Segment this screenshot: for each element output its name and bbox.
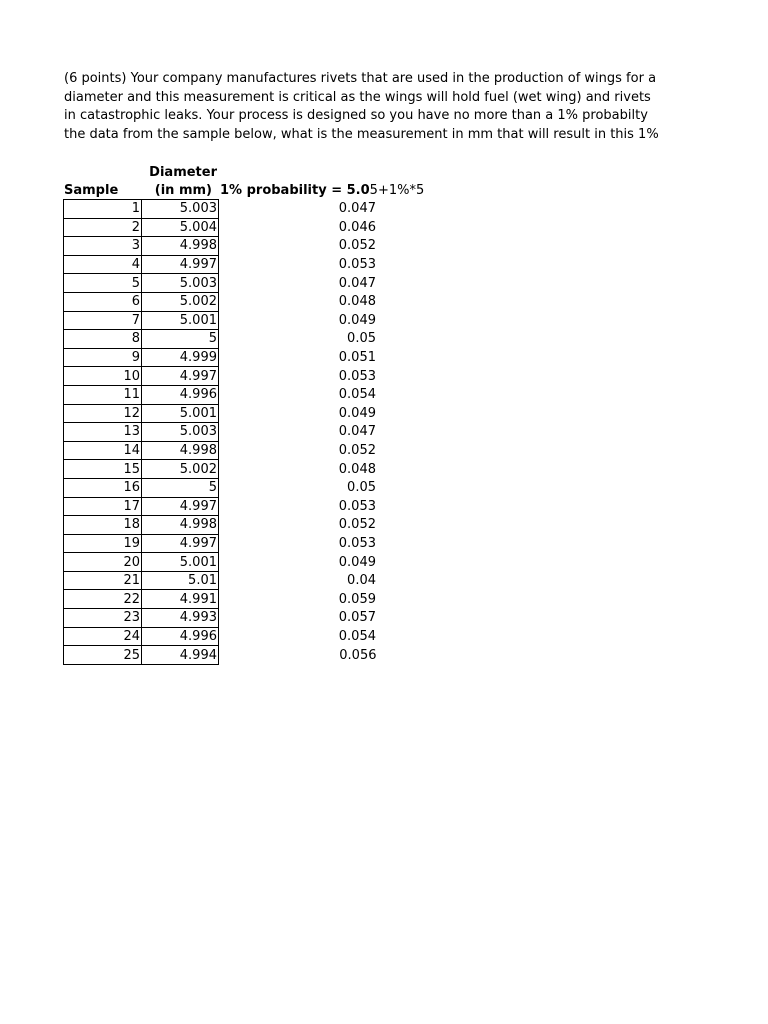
probability-cell[interactable]: 0.05 [347,480,376,496]
table-row [64,348,378,367]
table-row [64,367,378,386]
sample-cell[interactable]: 10 [64,367,142,386]
table-row [64,292,378,311]
probability-cell[interactable]: 0.052 [338,517,376,533]
sample-cell[interactable]: 4 [64,255,142,274]
sample-table [63,199,378,665]
table-row [64,571,378,590]
diameter-cell[interactable]: 4.996 [142,385,219,404]
sample-cell[interactable]: 11 [64,385,142,404]
question-line: (6 points) Your company manufactures rivets that are used in the production of wings for a [64,71,657,86]
table-row [64,627,378,646]
probability-cell[interactable]: 0.051 [338,350,376,366]
diameter-cell[interactable]: 4.999 [142,348,219,367]
sample-cell[interactable]: 1 [64,200,142,219]
sample-header: Sample [64,183,119,198]
diameter-cell[interactable]: 4.998 [142,441,219,460]
sample-cell[interactable]: 22 [64,590,142,609]
sample-cell[interactable]: 18 [64,516,142,535]
diameter-cell[interactable]: 5.01 [142,571,219,590]
table-row [64,330,378,349]
diameter-cell[interactable]: 5 [142,478,219,497]
sample-cell[interactable]: 9 [64,348,142,367]
table-row [64,200,378,219]
question-line: diameter and this measurement is critical as the wings will hold fuel (wet wing) and rivets [64,89,651,105]
sample-cell[interactable]: 2 [64,218,142,237]
sample-cell[interactable]: 25 [64,646,142,665]
diameter-cell[interactable]: 5.003 [142,200,219,219]
probability-cell[interactable]: 0.053 [338,498,376,514]
sample-cell[interactable]: 8 [64,330,142,349]
sample-cell[interactable]: 6 [64,292,142,311]
sample-cell[interactable]: 16 [64,478,142,497]
sample-cell[interactable]: 3 [64,237,142,256]
probability-cell[interactable]: 0.059 [338,591,376,607]
table-row [64,255,378,274]
probability-cell[interactable]: 0.048 [338,294,376,310]
question-line: in catastrophic leaks. Your process is designed so you have no more than a 1% probabilty [64,108,648,124]
sample-cell[interactable]: 19 [64,534,142,553]
diameter-cell[interactable]: 5.003 [142,423,219,442]
probability-cell[interactable]: 0.052 [338,443,376,459]
probability-cell[interactable]: 0.053 [338,368,376,384]
diameter-cell[interactable]: 4.998 [142,237,219,256]
question-paragraph [64,70,686,144]
probability-cell[interactable]: 0.046 [338,219,376,235]
table-row [64,646,378,665]
probability-cell[interactable]: 0.049 [338,554,376,570]
sample-cell[interactable]: 20 [64,553,142,572]
sample-cell[interactable]: 5 [64,274,142,293]
table-row [64,497,378,516]
diameter-cell[interactable]: 4.997 [142,497,219,516]
diameter-cell[interactable]: 4.997 [142,255,219,274]
probability-cell[interactable]: 0.053 [338,535,376,551]
probability-cell[interactable]: 0.049 [338,405,376,421]
diameter-cell[interactable]: 5.001 [142,311,219,330]
table-row [64,385,378,404]
diameter-cell[interactable]: 4.997 [142,367,219,386]
diameter-cell[interactable]: 5.002 [142,292,219,311]
probability-cell[interactable]: 0.053 [338,257,376,273]
diameter-cell[interactable]: 4.994 [142,646,219,665]
diameter-cell[interactable]: 4.996 [142,627,219,646]
sample-cell[interactable]: 17 [64,497,142,516]
probability-cell[interactable]: 0.047 [338,424,376,440]
diameter-cell[interactable]: 4.993 [142,609,219,628]
diameter-header-line2: (in mm) [154,183,212,198]
table-row [64,218,378,237]
diameter-cell[interactable]: 5 [142,330,219,349]
sample-cell[interactable]: 15 [64,460,142,479]
table-row [64,274,378,293]
probability-cell[interactable]: 0.057 [338,610,376,626]
probability-cell[interactable]: 0.054 [338,628,376,644]
probability-cell[interactable]: 0.047 [338,201,376,217]
table-row [64,609,378,628]
table-row [64,423,378,442]
sample-cell[interactable]: 7 [64,311,142,330]
sample-cell[interactable]: 24 [64,627,142,646]
probability-cell[interactable]: 0.047 [338,275,376,291]
diameter-cell[interactable]: 4.991 [142,590,219,609]
table-row [64,534,378,553]
table-row [64,460,378,479]
probability-cell[interactable]: 0.049 [338,312,376,328]
sample-cell[interactable]: 12 [64,404,142,423]
diameter-cell[interactable]: 5.001 [142,404,219,423]
table-row [64,441,378,460]
probability-cell[interactable]: 0.04 [347,573,376,589]
diameter-cell[interactable]: 5.004 [142,218,219,237]
question-line: the data from the sample below, what is the measurement in mm that will result in this 1% [64,126,659,142]
probability-cell[interactable]: 0.054 [338,387,376,403]
diameter-cell[interactable]: 5.001 [142,553,219,572]
sample-cell[interactable]: 23 [64,609,142,628]
table-row [64,237,378,256]
table-row [64,311,378,330]
probability-cell[interactable]: 0.056 [339,647,377,663]
diameter-cell[interactable]: 5.002 [142,460,219,479]
diameter-cell[interactable]: 4.997 [142,534,219,553]
table-row [64,478,378,497]
probability-cell[interactable]: 0.048 [338,461,376,477]
probability-header [220,182,424,200]
diameter-cell[interactable]: 4.998 [142,516,219,535]
sample-cell[interactable]: 13 [64,423,142,442]
probability-cell[interactable]: 0.052 [338,238,376,254]
sample-cell[interactable]: 14 [64,441,142,460]
probability-cell[interactable]: 0.05 [347,331,376,347]
diameter-header-line1: Diameter [149,165,217,180]
sample-cell[interactable]: 21 [64,571,142,590]
table-row [64,553,378,572]
table-row [64,590,378,609]
diameter-cell[interactable]: 5.003 [142,274,219,293]
probability-header-formula: 5+1%*5 [369,183,425,198]
table-row [64,516,378,535]
table-row [64,404,378,423]
probability-header-bold: 1% probability = 5.0 [220,183,370,198]
